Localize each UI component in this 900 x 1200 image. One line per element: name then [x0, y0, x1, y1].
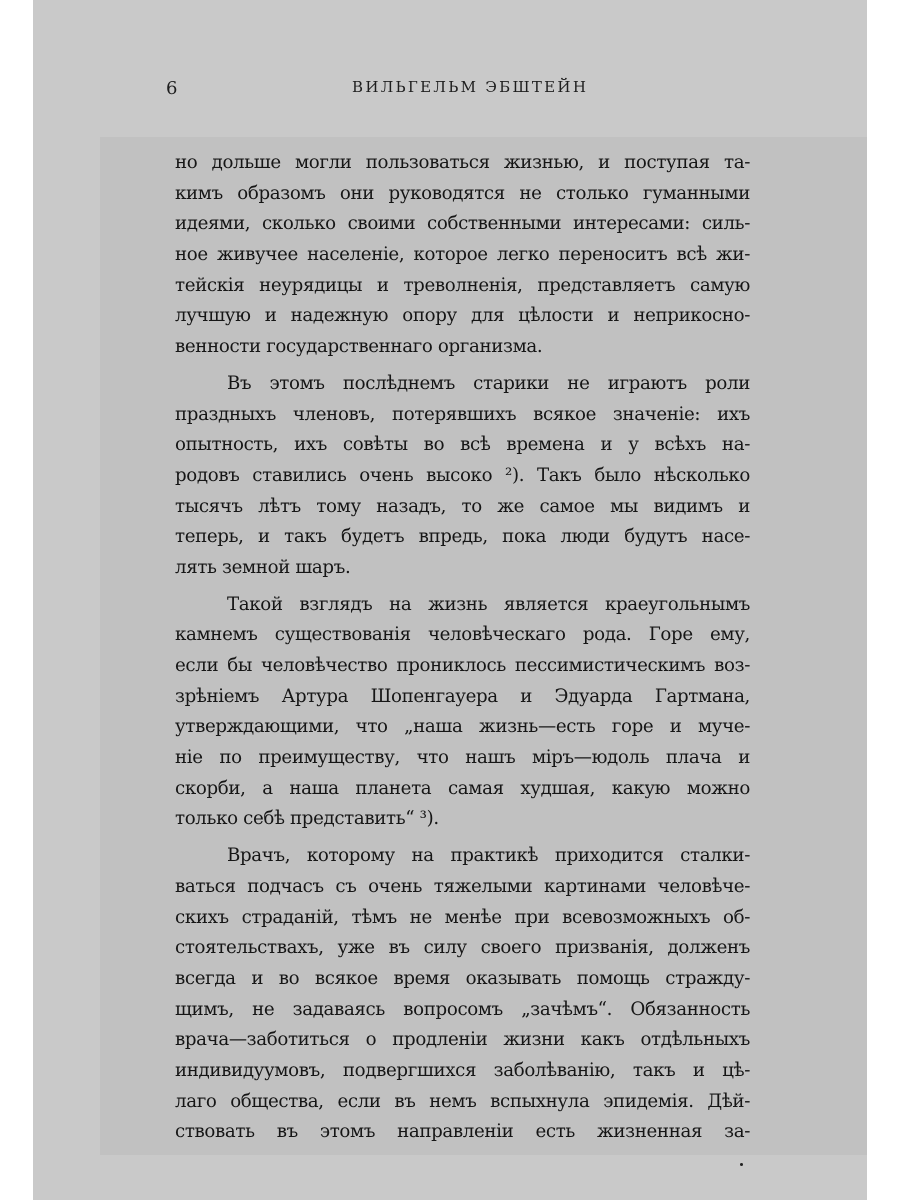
paragraph-first-line: Въ этомъ послѣднемъ старики не играютъ роли — [227, 372, 750, 394]
running-head: ВИЛЬГЕЛЬМ ЭБШТЕЙН — [352, 78, 589, 96]
page-number: 6 — [166, 78, 178, 99]
text-line: кимъ образомъ они руководятся не столько гуманными — [175, 182, 750, 204]
text-line: ствовать въ этомъ направленіи есть жизненная за- — [175, 1121, 750, 1143]
text-line: лять земной шаръ. — [175, 556, 351, 578]
text-line: врача—заботиться о продленіи жизни какъ отдѣльныхъ — [175, 1029, 750, 1051]
paragraph-first-line: Такой взглядъ на жизнь является краеугольнымъ — [227, 593, 750, 615]
text-line: тейскія неурядицы и треволненія, представляетъ самую — [175, 274, 750, 296]
text-line: лаго общества, если въ немъ вспыхнула эпидемія. Дѣй- — [175, 1090, 750, 1112]
text-line: зрѣніемъ Артура Шопенгауера и Эдуарда Гартмана, — [175, 685, 750, 707]
text-line: скихъ страданій, тѣмъ не менѣе при всевозможныхъ об- — [175, 906, 750, 928]
text-line: венности государственнаго организма. — [175, 336, 543, 358]
text-line: праздныхъ членовъ, потерявшихъ всякое значеніе: ихъ — [175, 403, 750, 425]
text-line: только себѣ представить“ ³). — [175, 808, 439, 830]
body-text — [175, 148, 750, 1148]
text-line: если бы человѣчество прониклось пессимистическимъ воз- — [175, 655, 750, 676]
print-speck — [740, 1163, 743, 1166]
text-line: ваться подчасъ съ очень тяжелыми картинами человѣче- — [175, 875, 750, 897]
paragraph-first-line: Врачъ, которому на практикѣ приходится сталки- — [227, 845, 750, 867]
text-line: стоятельствахъ, уже въ силу своего призванія, долженъ — [175, 937, 750, 959]
text-line: камнемъ существованія человѣческаго рода. Горе ему, — [175, 624, 750, 646]
text-line: идеями, сколько своими собственными интересами: силь- — [175, 213, 750, 235]
text-line: ное живучее населеніе, которое легко переноситъ всѣ жи- — [175, 244, 750, 266]
text-line: щимъ, не задаваясь вопросомъ „зачѣмъ“. Обязанность — [175, 998, 750, 1020]
text-line: всегда и во всякое время оказывать помощь стражду- — [175, 967, 750, 989]
text-line: теперь, и такъ будетъ впредь, пока люди будутъ насе- — [175, 526, 750, 548]
text-line: родовъ ставились очень высоко ²). Такъ было нѣсколько — [175, 464, 750, 486]
text-line: индивидуумовъ, подвергшихся заболѣванію, такъ и цѣ- — [175, 1059, 750, 1081]
text-line: лучшую и надежную опору для цѣлости и неприкосно- — [175, 305, 750, 327]
text-line: скорби, а наша планета самая худшая, какую можно — [175, 777, 750, 799]
text-line: тысячъ лѣтъ тому назадъ, то же самое мы видимъ и — [175, 495, 750, 517]
text-line: ніе по преимуществу, что нашъ міръ—юдоль плача и — [175, 747, 750, 769]
text-line: опытность, ихъ совѣты во всѣ времена и у всѣхъ на- — [175, 434, 750, 456]
text-line: но дольше могли пользоваться жизнью, и поступая та- — [175, 152, 750, 173]
text-line: утверждающими, что „наша жизнь—есть горе и муче- — [175, 716, 750, 738]
